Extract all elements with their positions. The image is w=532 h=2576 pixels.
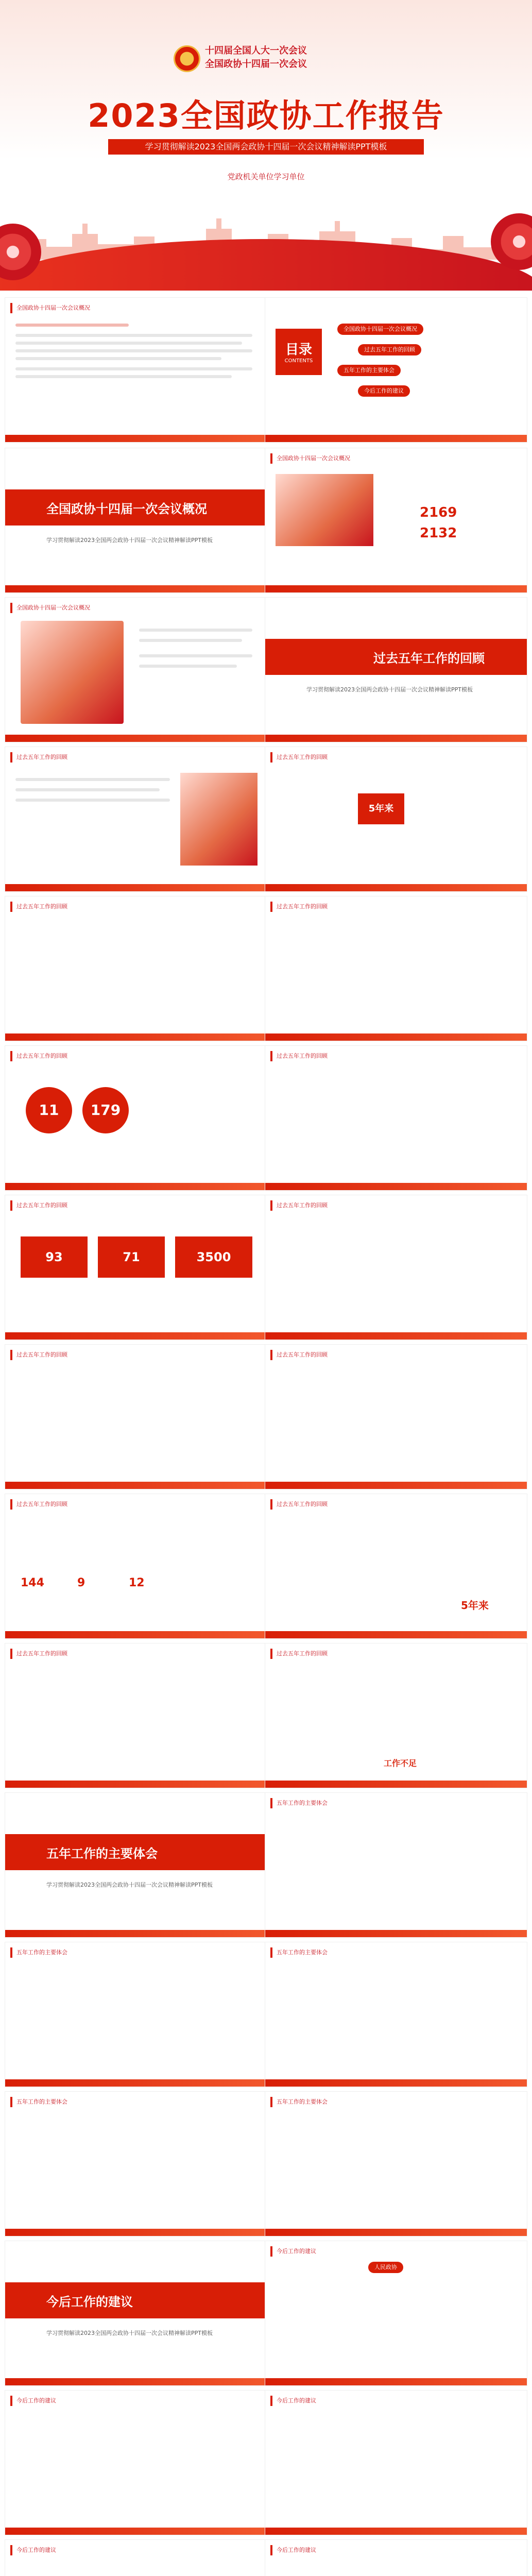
figure-71: 71	[98, 1236, 165, 1278]
slide-review-3	[5, 896, 267, 1041]
toc-item-3[interactable]: 五年工作的主要体会	[337, 365, 401, 376]
cover-title: 2023全国政协工作报告	[88, 97, 444, 134]
section-1-title: 全国政协十四届一次会议概况	[46, 502, 207, 516]
slide-experience-2	[5, 1942, 267, 2087]
toc-item-1[interactable]: 全国政协十四届一次会议概况	[337, 324, 423, 335]
toc-item-4[interactable]: 今后工作的建议	[358, 385, 410, 397]
cover-top-text	[205, 44, 307, 71]
emblem-icon	[174, 45, 200, 72]
figure-93: 93	[21, 1236, 88, 1278]
slide-section-4	[5, 2241, 267, 2385]
slide-review-13	[5, 1643, 267, 1788]
cover-top-line1: 十四届全国人大一次会议	[205, 45, 307, 56]
slide-advice-1	[265, 2241, 527, 2385]
figure-9: 9	[77, 1577, 85, 1589]
section-4-subtitle: 学习贯彻解读2023全国两会政协十四届一次会议精神解读PPT模板	[46, 2330, 213, 2336]
toc-item-2[interactable]: 过去五年工作的回顾	[358, 344, 421, 355]
slide-header: 过去五年工作的回顾	[10, 1051, 67, 1061]
cover-slide	[0, 0, 532, 291]
cover-org: 党政机关单位学习单位	[227, 172, 305, 181]
slide-review-10	[265, 1345, 527, 1489]
slide-header: 过去五年工作的回顾	[10, 902, 67, 912]
slide-section-1	[5, 448, 267, 592]
slide-intro	[5, 298, 267, 442]
slide-figures-a	[265, 448, 527, 592]
slide-experience-4	[5, 2092, 267, 2236]
toc-title: 目录	[285, 342, 312, 358]
slide-header: 今后工作的建议	[270, 2246, 316, 2257]
slide-header: 过去五年工作的回顾	[10, 1649, 67, 1659]
slide-header: 过去五年工作的回顾	[270, 1350, 328, 1360]
slide-header: 今后工作的建议	[270, 2396, 316, 2406]
section-2-title: 过去五年工作的回顾	[373, 651, 485, 666]
section-2-subtitle: 学习贯彻解读2023全国两会政协十四届一次会议精神解读PPT模板	[306, 686, 473, 693]
slide-header: 过去五年工作的回顾	[270, 1200, 328, 1211]
slide-review-5	[5, 1046, 267, 1190]
slide-header: 全国政协十四届一次会议概况	[10, 303, 90, 313]
cover-top-line2: 全国政协十四届一次会议	[205, 59, 307, 70]
slide-history	[5, 598, 267, 742]
section-3-subtitle: 学习贯彻解读2023全国两会政协十四届一次会议精神解读PPT模板	[46, 1882, 213, 1888]
slide-header: 五年工作的主要体会	[10, 2097, 67, 2107]
slide-header: 全国政协十四届一次会议概况	[10, 603, 90, 613]
figure-2169: 2169	[420, 505, 457, 520]
slide-review-7	[5, 1195, 267, 1340]
slide-advice-2	[5, 2391, 267, 2535]
slide-review-8	[265, 1195, 527, 1340]
section-3-title: 五年工作的主要体会	[46, 1846, 158, 1861]
slide-review-4	[265, 896, 527, 1041]
slide-header: 过去五年工作的回顾	[10, 752, 67, 762]
slide-header: 过去五年工作的回顾	[10, 1350, 67, 1360]
slide-experience-5	[265, 2092, 527, 2236]
section-1-subtitle: 学习贯彻解读2023全国两会政协十四届一次会议精神解读PPT模板	[46, 537, 213, 544]
section-4-title: 今后工作的建议	[46, 2295, 133, 2309]
figure-12: 12	[129, 1577, 145, 1589]
slide-advice-5	[265, 2540, 527, 2576]
slide-section-2	[265, 598, 527, 742]
figure-work-shortfall: 工作不足	[384, 1758, 417, 1768]
slide-header: 过去五年工作的回顾	[10, 1499, 67, 1510]
slide-section-3	[5, 1793, 267, 1937]
slide-header: 过去五年工作的回顾	[270, 1051, 328, 1061]
figure-5-years: 5年来	[358, 793, 404, 824]
slide-review-12	[265, 1494, 527, 1638]
slide-header: 五年工作的主要体会	[270, 2097, 328, 2107]
slide-review-1	[5, 747, 267, 891]
slide-contents	[265, 298, 527, 442]
slide-review-14	[265, 1643, 527, 1788]
slide-review-6	[265, 1046, 527, 1190]
people-pill: 人民政协	[368, 2262, 403, 2273]
slide-advice-3	[265, 2391, 527, 2535]
figure-3500: 3500	[175, 1236, 252, 1278]
slide-header: 过去五年工作的回顾	[10, 1200, 67, 1211]
figure-5-years-b: 5年来	[461, 1599, 489, 1612]
toc-subtitle: CONTENTS	[284, 358, 313, 364]
cover-subtitle: 学习贯彻解读2023全国两会政协十四届一次会议精神解读PPT模板	[108, 139, 424, 155]
slide-experience-1	[265, 1793, 527, 1937]
slide-header: 过去五年工作的回顾	[270, 752, 328, 762]
slide-header: 过去五年工作的回顾	[270, 1499, 328, 1510]
slide-header: 今后工作的建议	[10, 2396, 56, 2406]
figure-179: 179	[82, 1087, 129, 1133]
slide-review-2	[265, 747, 527, 891]
slide-header: 过去五年工作的回顾	[270, 902, 328, 912]
slide-header: 过去五年工作的回顾	[270, 1649, 328, 1659]
figure-144: 144	[21, 1577, 44, 1589]
slide-review-11	[5, 1494, 267, 1638]
slide-header: 今后工作的建议	[270, 2545, 316, 2555]
slide-header: 今后工作的建议	[10, 2545, 56, 2555]
slide-header: 五年工作的主要体会	[270, 1798, 328, 1808]
slide-header: 全国政协十四届一次会议概况	[270, 453, 350, 464]
figure-11: 11	[26, 1087, 72, 1133]
slide-advice-4	[5, 2540, 267, 2576]
slide-experience-3	[265, 1942, 527, 2087]
toc-block	[276, 329, 322, 375]
slide-header: 五年工作的主要体会	[270, 1947, 328, 1958]
figure-2132: 2132	[420, 526, 457, 541]
slide-review-9	[5, 1345, 267, 1489]
slide-header: 五年工作的主要体会	[10, 1947, 67, 1958]
